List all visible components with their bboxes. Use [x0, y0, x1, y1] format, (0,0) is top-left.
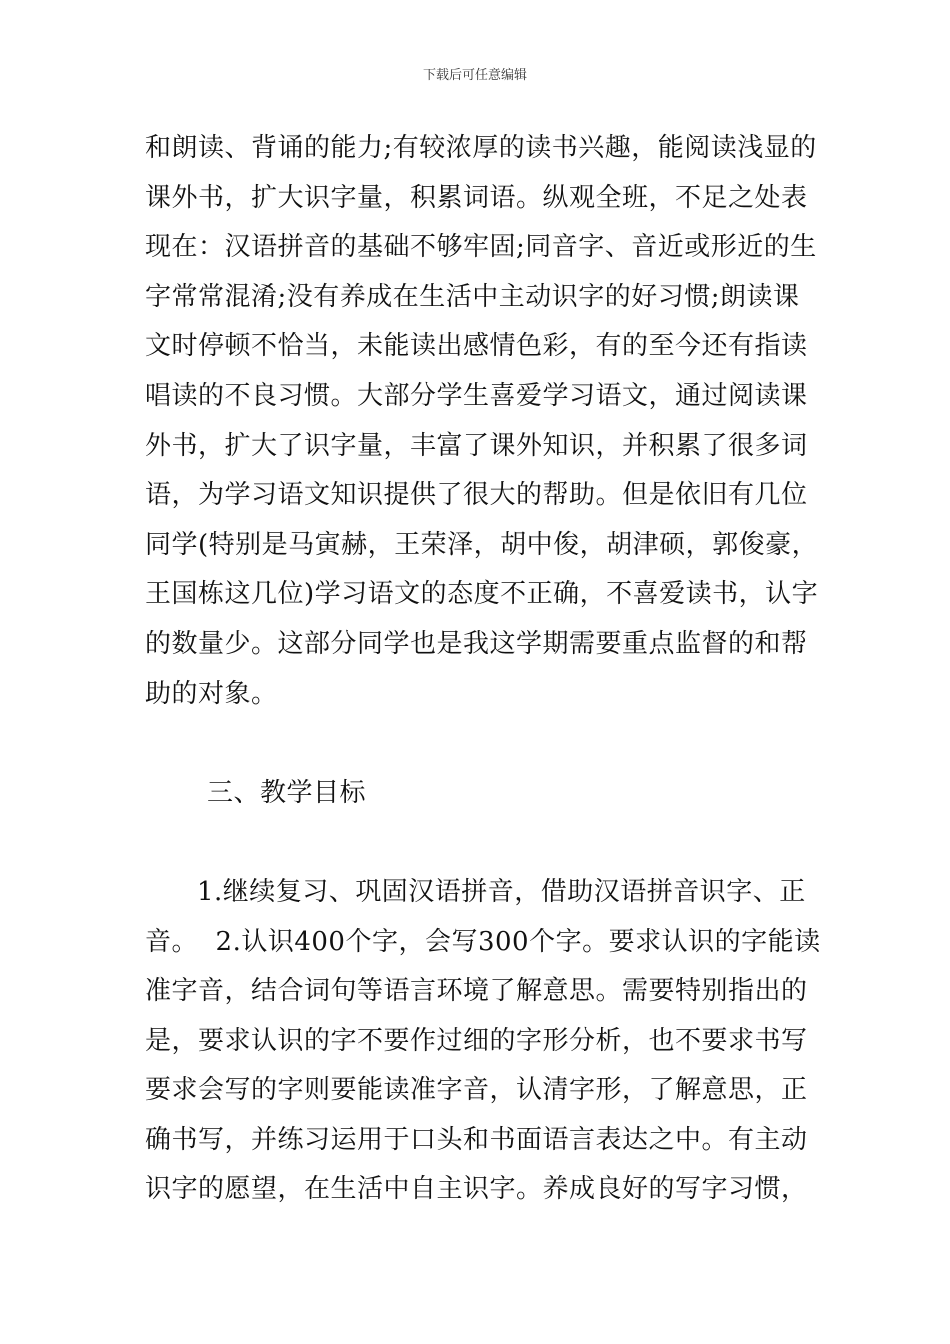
text-line: 和朗读、背诵的能力;有较浓厚的读书兴趣，能阅读浅显的 — [145, 133, 817, 163]
text-line: 助的对象。 — [145, 678, 278, 709]
spacer — [145, 719, 815, 769]
paragraph-class-analysis — [145, 124, 819, 719]
text-line: 语，为学习语文知识提供了很大的帮助。但是依旧有几位 — [145, 480, 808, 511]
text-line: 是，要求认识的字不要作过细的字形分析，也不要求书写 — [145, 1025, 808, 1056]
text-line: 文时停顿不恰当，未能读出感情色彩，有的至今还有指读 — [145, 331, 808, 362]
text-line: 准字音，结合词句等语言环境了解意思。需要特别指出的 — [145, 976, 808, 1007]
text-line: 确书写，并练习运用于口头和书面语言表达之中。有主动 — [145, 1124, 808, 1155]
text-line: 的数量少。这部分同学也是我这学期需要重点监督的和帮 — [145, 628, 808, 659]
text-line: 要求会写的字则要能读准字音，认清字形，了解意思，正 — [145, 1075, 808, 1106]
text-line: 现在：汉语拼音的基础不够牢固;同音字、音近或形近的生 — [145, 232, 817, 263]
text-line: 识字的愿望，在生活中自主识字。养成良好的写字习惯， — [145, 1174, 808, 1205]
spacer — [145, 818, 815, 868]
text-line: 1.继续复习、巩固汉语拼音，借助汉语拼音识字、正 — [197, 876, 806, 907]
page-header: 下载后可任意编辑 — [422, 68, 527, 83]
text-line: 同学(特别是马寅赫，王荣泽，胡中俊，胡津硕，郭俊豪， — [145, 529, 819, 560]
text-line: 字常常混淆;没有养成在生活中主动识字的好习惯;朗读课 — [145, 281, 800, 312]
text-line: 音。 2.认识400个字，会写300个字。要求认识的字能读 — [145, 926, 821, 957]
section-heading: 三、教学目标 — [207, 777, 367, 808]
text-line: 外书，扩大了识字量，丰富了课外知识，并积累了很多词 — [145, 430, 808, 461]
paragraph-teaching-goals — [145, 868, 821, 1215]
text-line: 课外书，扩大识字量，积累词语。纵观全班，不足之处表 — [145, 182, 808, 213]
document-body — [145, 124, 821, 1215]
text-line: 王国栋这几位)学习语文的态度不正确，不喜爱读书，认字 — [145, 579, 819, 610]
text-line: 唱读的不良习惯。大部分学生喜爱学习语文，通过阅读课 — [145, 380, 808, 411]
